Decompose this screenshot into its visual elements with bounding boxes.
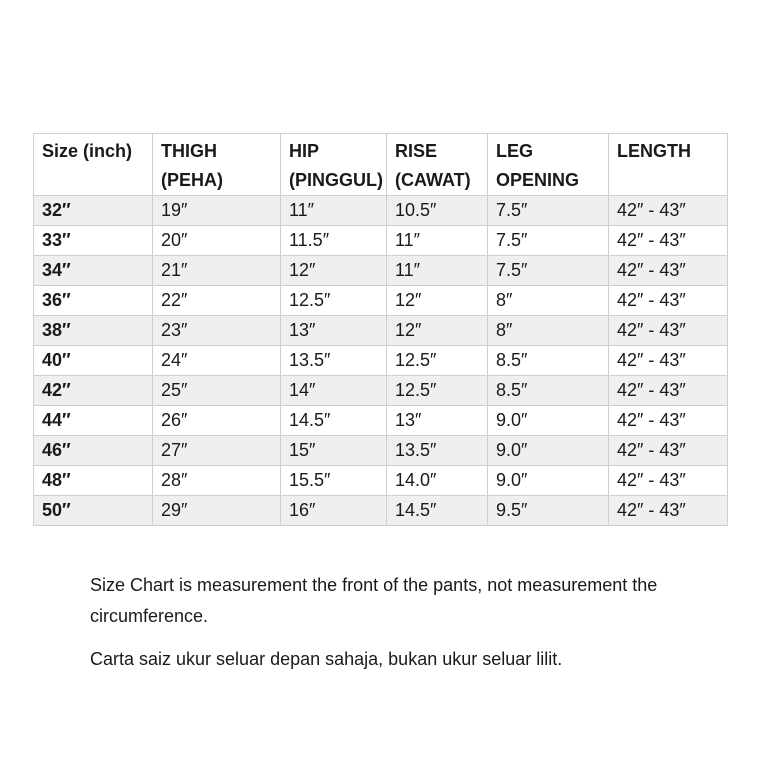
- measurement-cell: 12.5″: [281, 286, 387, 316]
- measurement-cell: 42″ - 43″: [609, 286, 728, 316]
- note-english: Size Chart is measurement the front of the pants, not measurement the circumference.: [90, 575, 658, 626]
- size-cell: 33″: [34, 226, 153, 256]
- measurement-cell: 14.0″: [387, 466, 488, 496]
- measurement-cell: 7.5″: [488, 256, 609, 286]
- measurement-cell: 14.5″: [281, 406, 387, 436]
- measurement-cell: 13.5″: [281, 346, 387, 376]
- measurement-cell: 9.0″: [488, 466, 609, 496]
- measurement-cell: 29″: [153, 496, 281, 526]
- size-chart-table: [33, 133, 728, 526]
- size-cell: 40″: [34, 346, 153, 376]
- measurement-cell: 24″: [153, 346, 281, 376]
- column-header-line: (CAWAT): [395, 170, 471, 190]
- table-header: [34, 134, 728, 196]
- table-row: [34, 256, 728, 286]
- table-row: [34, 466, 728, 496]
- measurement-cell: 15″: [281, 436, 387, 466]
- measurement-cell: 9.0″: [488, 406, 609, 436]
- size-cell: 34″: [34, 256, 153, 286]
- size-cell: 38″: [34, 316, 153, 346]
- measurement-cell: 26″: [153, 406, 281, 436]
- measurement-cell: 42″ - 43″: [609, 316, 728, 346]
- size-cell: 36″: [34, 286, 153, 316]
- measurement-cell: 25″: [153, 376, 281, 406]
- measurement-cell: 42″ - 43″: [609, 406, 728, 436]
- measurement-cell: 10.5″: [387, 196, 488, 226]
- measurement-cell: 8.5″: [488, 346, 609, 376]
- table-row: [34, 346, 728, 376]
- measurement-cell: 11″: [387, 226, 488, 256]
- measurement-cell: 20″: [153, 226, 281, 256]
- column-header: [153, 134, 281, 196]
- measurement-cell: 42″ - 43″: [609, 226, 728, 256]
- table-row: [34, 196, 728, 226]
- size-cell: 46″: [34, 436, 153, 466]
- column-header-line: RISE: [395, 141, 438, 161]
- size-cell: 32″: [34, 196, 153, 226]
- measurement-cell: 13.5″: [387, 436, 488, 466]
- column-header-line: (PINGGUL): [289, 170, 383, 190]
- measurement-cell: 12″: [387, 286, 488, 316]
- measurement-cell: 42″ - 43″: [609, 346, 728, 376]
- table-row: [34, 436, 728, 466]
- column-header: [609, 134, 728, 196]
- measurement-cell: 42″ - 43″: [609, 256, 728, 286]
- size-cell: 50″: [34, 496, 153, 526]
- measurement-cell: 42″ - 43″: [609, 436, 728, 466]
- measurement-cell: 13″: [387, 406, 488, 436]
- table-row: [34, 226, 728, 256]
- table-row: [34, 376, 728, 406]
- note-malay: Carta saiz ukur seluar depan sahaja, bukan ukur seluar lilit.: [90, 649, 563, 669]
- column-header: [34, 134, 153, 196]
- measurement-cell: 12″: [281, 256, 387, 286]
- measurement-cell: 42″ - 43″: [609, 376, 728, 406]
- size-cell: 48″: [34, 466, 153, 496]
- table-row: [34, 316, 728, 346]
- column-header: [281, 134, 387, 196]
- measurement-cell: 15.5″: [281, 466, 387, 496]
- measurement-cell: 14″: [281, 376, 387, 406]
- column-header-line: OPENING: [496, 170, 580, 190]
- measurement-cell: 11.5″: [281, 226, 387, 256]
- measurement-cell: 42″ - 43″: [609, 196, 728, 226]
- column-header: [387, 134, 488, 196]
- measurement-cell: 11″: [281, 196, 387, 226]
- column-header-line: LEG: [496, 141, 534, 161]
- measurement-cell: 7.5″: [488, 226, 609, 256]
- size-cell: 44″: [34, 406, 153, 436]
- measurement-cell: 8″: [488, 286, 609, 316]
- measurement-cell: 21″: [153, 256, 281, 286]
- measurement-cell: 7.5″: [488, 196, 609, 226]
- measurement-cell: 23″: [153, 316, 281, 346]
- measurement-cell: 12″: [387, 316, 488, 346]
- measurement-cell: 42″ - 43″: [609, 466, 728, 496]
- table-row: [34, 286, 728, 316]
- measurement-cell: 13″: [281, 316, 387, 346]
- column-header: [488, 134, 609, 196]
- measurement-cell: 8.5″: [488, 376, 609, 406]
- measurement-cell: 22″: [153, 286, 281, 316]
- measurement-cell: 9.5″: [488, 496, 609, 526]
- measurement-cell: 11″: [387, 256, 488, 286]
- column-header-line: Size (inch): [42, 141, 133, 161]
- measurement-cell: 19″: [153, 196, 281, 226]
- column-header-line: THIGH: [161, 141, 217, 161]
- column-header-line: (PEHA): [161, 170, 223, 190]
- measurement-cell: 16″: [281, 496, 387, 526]
- measurement-cell: 12.5″: [387, 346, 488, 376]
- measurement-cell: 14.5″: [387, 496, 488, 526]
- measurement-cell: 27″: [153, 436, 281, 466]
- column-header-line: HIP: [289, 141, 320, 161]
- measurement-cell: 9.0″: [488, 436, 609, 466]
- measurement-cell: 42″ - 43″: [609, 496, 728, 526]
- table-body: [34, 196, 728, 526]
- column-header-line: LENGTH: [617, 141, 691, 161]
- header-row: [34, 134, 728, 196]
- measurement-cell: 28″: [153, 466, 281, 496]
- measurement-cell: 8″: [488, 316, 609, 346]
- measurement-cell: 12.5″: [387, 376, 488, 406]
- table-row: [34, 406, 728, 436]
- size-cell: 42″: [34, 376, 153, 406]
- table-row: [34, 496, 728, 526]
